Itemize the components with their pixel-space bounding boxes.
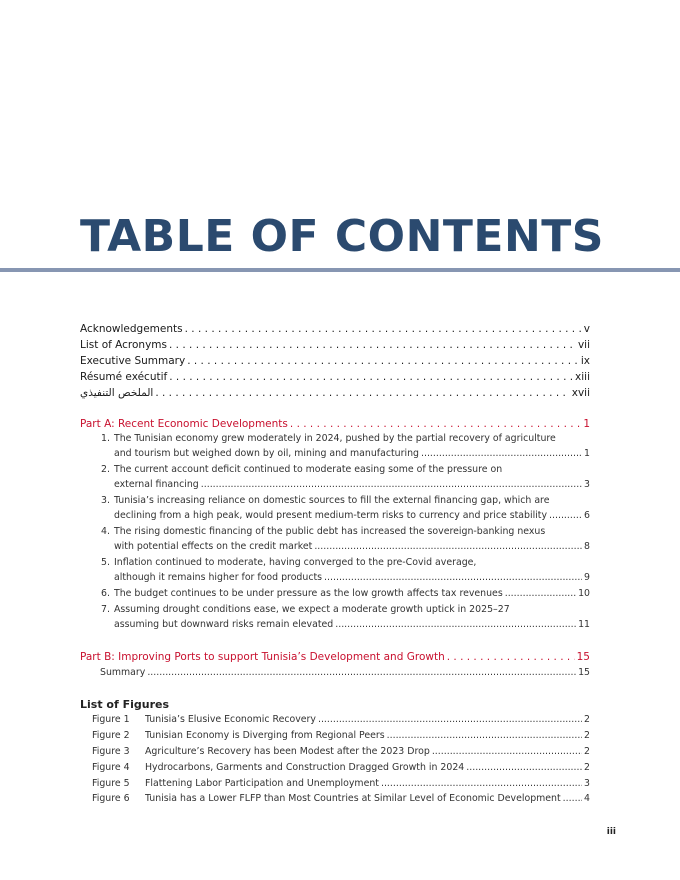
toc-page-number: 6 [584,510,590,521]
section-title-line: Assuming drought conditions ease, we expect a moderate growth uptick in 2025–27 [114,604,510,615]
toc-entry-acronyms[interactable] [80,338,590,353]
toc-page-number: xvii [571,387,590,399]
page-number: iii [606,827,616,837]
toc-page-number: 8 [584,541,590,552]
toc-page-number: 1 [583,418,590,430]
toc-section-3[interactable] [114,509,590,523]
figure-title-row [145,745,590,759]
figure-title: Tunisia has a Lower FLFP than Most Countries at Similar Level of Economic Development [145,793,561,804]
dot-leader [335,618,576,632]
section-title-line: external financing [114,479,199,490]
toc-page-number: 2 [584,746,590,757]
figure-entry-4[interactable] [92,761,590,775]
page-title: TABLE OF CONTENTS [80,211,604,262]
dot-leader [318,713,582,727]
figure-label: Figure 2 [92,730,130,741]
dot-leader [169,338,576,353]
toc-page-number: 15 [576,651,590,663]
toc-page-number: v [583,323,590,335]
part-label: Part A: Recent Economic Developments [80,418,288,430]
section-number: 2. [101,464,110,475]
section-title-line: The Tunisian economy grew moderately in 2024, pushed by the partial recovery of agriculture [114,433,556,444]
toc-page-number: ix [580,355,590,367]
toc-page-number: 10 [578,588,590,599]
section-title-line: Inflation continued to moderate, having converged to the pre-Covid average, [114,557,477,568]
toc-page-number: 11 [578,619,590,630]
toc-section-5[interactable] [114,571,590,585]
section-title-line: Tunisia’s increasing reliance on domestic sources to fill the external financing gap, which are [114,495,550,506]
toc-section-2[interactable] [114,478,590,492]
section-number: 1. [101,433,110,444]
dot-leader [466,761,582,775]
toc-entry-label: Executive Summary [80,355,186,367]
dot-leader [505,587,576,601]
toc-page-number: 3 [584,778,590,789]
dot-leader [187,354,579,369]
section-title-line: and tourism but weighed down by oil, mining and manufacturing [114,448,419,459]
dot-leader [421,447,582,461]
toc-entry-resume-executif[interactable] [80,370,590,385]
figure-entry-6[interactable] [92,792,590,806]
toc-section-4[interactable] [114,540,590,554]
section-title-line: The budget continues to be under pressure as the low growth affects tax revenues [114,588,503,599]
section-title-line: with potential effects on the credit market [114,541,313,552]
toc-entry-label: List of Acronyms [80,339,167,351]
dot-leader [563,792,582,806]
figure-title-row [145,777,590,791]
section-number: 3. [101,495,110,506]
part-label: Part B: Improving Ports to support Tunisia’s Development and Growth [80,651,445,663]
figure-title: Agriculture’s Recovery has been Modest after the 2023 Drop [145,746,430,757]
dot-leader [169,370,573,385]
figure-title: Flattening Labor Participation and Unemployment [145,778,379,789]
toc-entry-label: الملخص التنفيذي [80,387,154,399]
figure-entry-5[interactable] [92,777,590,791]
dot-leader [549,509,582,523]
toc-page-number: 2 [584,730,590,741]
figure-title-row [145,713,590,727]
toc-part-b[interactable] [80,650,590,665]
toc-page-number: xiii [575,371,590,383]
section-number: 4. [101,526,110,537]
dot-leader [381,777,582,791]
toc-page-number: 9 [584,572,590,583]
figure-entry-1[interactable] [92,713,590,727]
section-title-line: The rising domestic financing of the public debt has increased the sovereign-banking nexus [114,526,546,537]
dot-leader [147,666,576,680]
section-number: 7. [101,604,110,615]
toc-section-7[interactable] [114,618,590,632]
toc-page-number: 15 [578,667,590,678]
toc-page-number: 4 [584,793,590,804]
toc-entry-arabic-summary[interactable] [80,386,590,401]
title-rule [0,268,680,272]
dot-leader [185,322,582,337]
dot-leader [432,745,582,759]
section-title-line: Summary [100,667,146,678]
dot-leader [447,650,575,665]
toc-entry-executive-summary[interactable] [80,354,590,369]
dot-leader [290,417,581,432]
section-title-line: The current account deficit continued to moderate easing some of the pressure on [114,464,503,475]
dot-leader [155,386,569,401]
toc-page-number: vii [577,339,590,351]
toc-part-a[interactable] [80,417,590,432]
figure-label: Figure 6 [92,793,130,804]
list-of-figures-heading: List of Figures [80,698,170,711]
toc-page-number: 2 [584,714,590,725]
toc-page-number: 1 [584,448,590,459]
toc-part-b-summary[interactable] [100,666,590,680]
toc-entry-acknowledgements[interactable] [80,322,590,337]
figure-title: Tunisia’s Elusive Economic Recovery [145,714,316,725]
figure-entry-2[interactable] [92,729,590,743]
figure-label: Figure 3 [92,746,130,757]
toc-entry-label: Résumé exécutif [80,371,168,383]
toc-entry-label: Acknowledgements [80,323,183,335]
toc-page-number: 2 [584,762,590,773]
figure-label: Figure 4 [92,762,130,773]
figure-label: Figure 1 [92,714,130,725]
figure-title-row [145,761,590,775]
section-number: 6. [101,588,110,599]
section-title-line: assuming but downward risks remain elevated [114,619,334,630]
figure-title-row [145,792,590,806]
toc-section-6[interactable] [114,587,590,601]
dot-leader [314,540,582,554]
section-number: 5. [101,557,110,568]
section-title-line: declining from a high peak, would present medium-term risks to currency and price stability [114,510,548,521]
figure-title: Hydrocarbons, Garments and Construction Dragged Growth in 2024 [145,762,465,773]
dot-leader [387,729,582,743]
toc-page-number: 3 [584,479,590,490]
figure-title: Tunisian Economy is Diverging from Regional Peers [145,730,385,741]
dot-leader [201,478,582,492]
dot-leader [324,571,582,585]
figure-entry-3[interactable] [92,745,590,759]
figure-label: Figure 5 [92,778,130,789]
toc-section-1[interactable] [114,447,590,461]
figure-title-row [145,729,590,743]
section-title-line: although it remains higher for food products [114,572,323,583]
